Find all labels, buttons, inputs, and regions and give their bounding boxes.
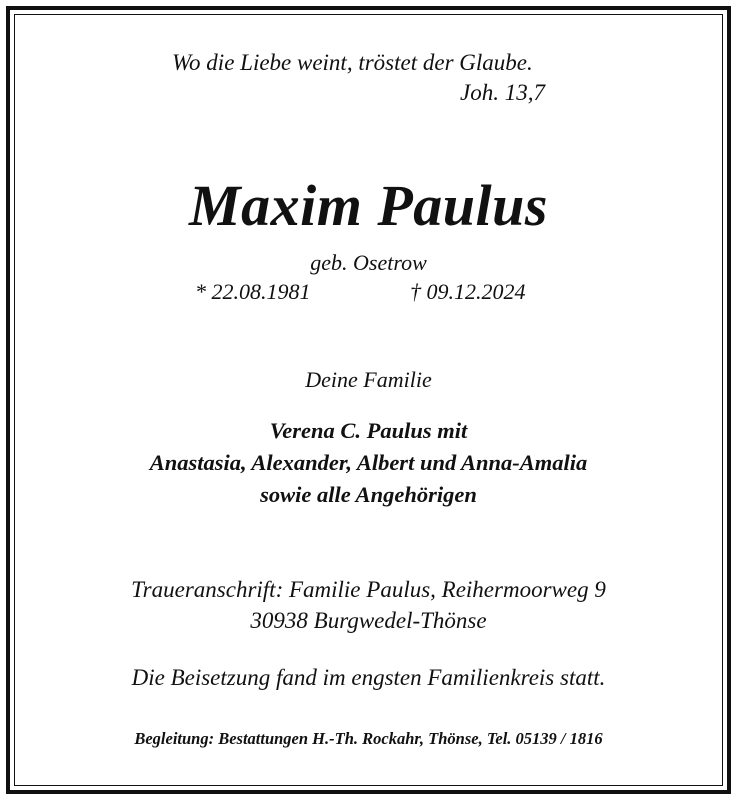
birth-date: * 22.08.1981 <box>195 279 311 304</box>
undertaker-info: Begleitung: Bestattungen H.-Th. Rockahr, Thönse, Tel. 05139 / 1816 <box>134 729 603 748</box>
burial-note: Die Beisetzung fand im engsten Familienkreis statt. <box>131 665 606 690</box>
mourning-address-city: 30938 Burgwedel-Thönse <box>250 608 487 633</box>
mourning-address: Traueranschrift: Familie Paulus, Reihermoorweg 9 <box>131 577 606 602</box>
birth-name: geb. Osetrow <box>310 250 427 275</box>
death-date: † 09.12.2024 <box>410 279 526 304</box>
mourner-line: sowie alle Angehörigen <box>260 482 477 507</box>
family-label: Deine Familie <box>305 367 432 392</box>
deceased-name: Maxim Paulus <box>189 173 548 238</box>
bible-verse-reference: Joh. 13,7 <box>460 80 545 105</box>
bible-quote: Wo die Liebe weint, tröstet der Glaube. <box>172 50 533 75</box>
mourner-line: Verena C. Paulus mit <box>269 418 468 443</box>
mourner-line: Anastasia, Alexander, Albert und Anna-Amalia <box>149 450 588 475</box>
